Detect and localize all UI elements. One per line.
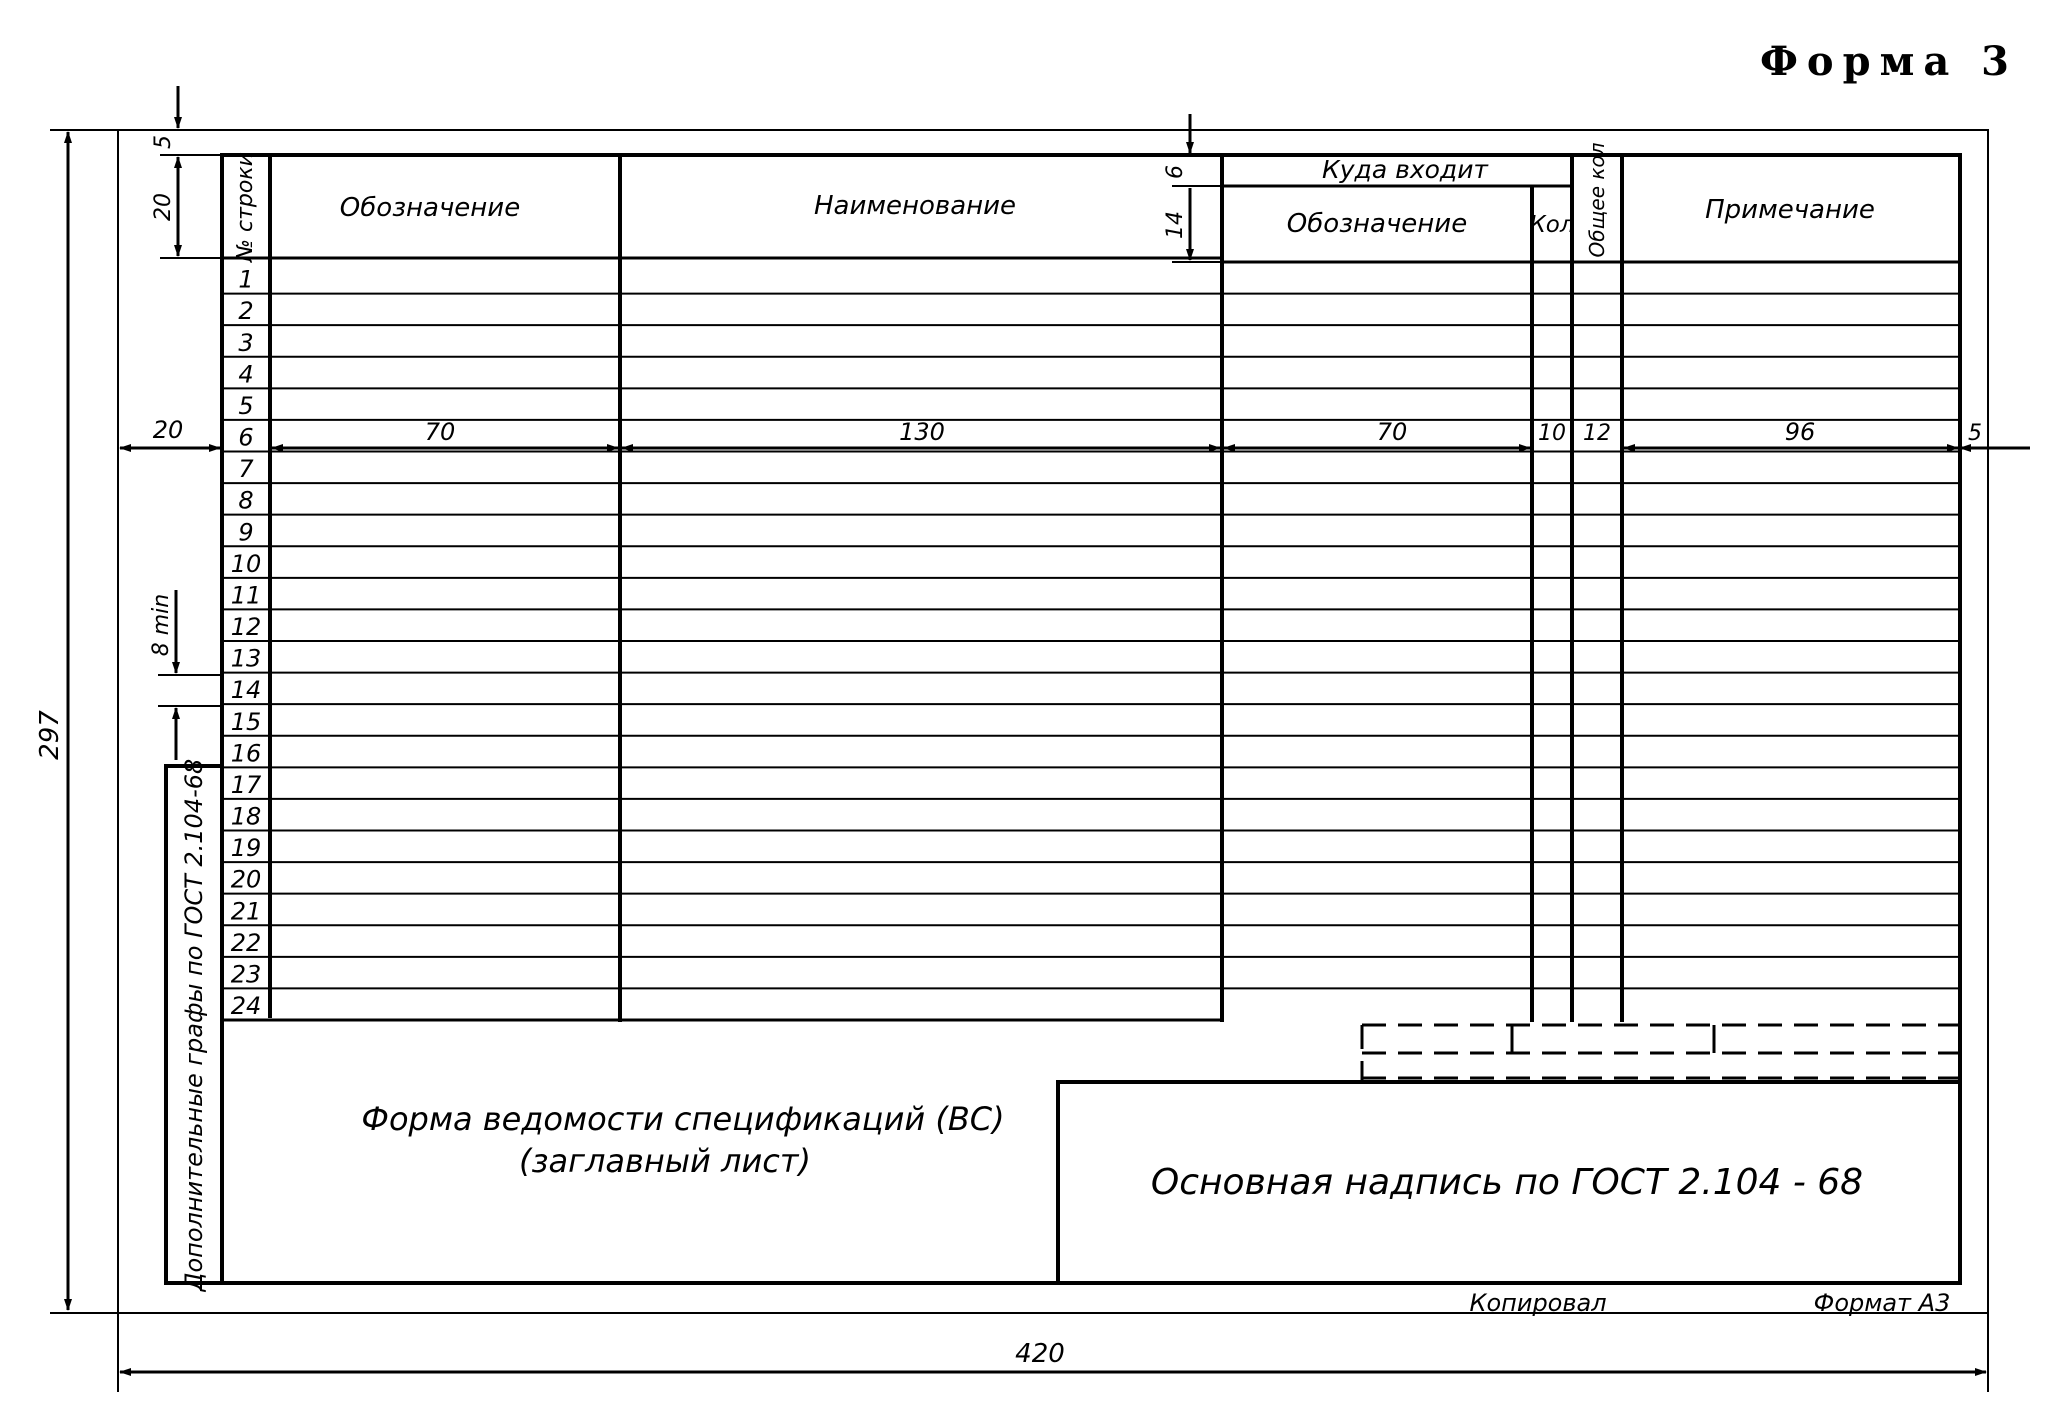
row-number: 14 xyxy=(230,676,262,705)
row-number: 13 xyxy=(230,644,262,673)
header-name: Наименование xyxy=(813,191,1017,221)
row-number: 3 xyxy=(238,328,254,357)
dashed-extension-lines xyxy=(1362,1025,1960,1080)
row-number: 11 xyxy=(230,581,262,610)
row-number: 6 xyxy=(238,423,254,452)
row-number: 8 xyxy=(238,486,254,515)
table-rows xyxy=(222,294,1960,989)
row-number: 19 xyxy=(230,834,262,863)
footer-copied: Копировал xyxy=(1469,1289,1607,1317)
header-where-designation: Обозначение xyxy=(1286,209,1468,239)
side-column-label: Дополнительные графы по ГОСТ 2.104-68 xyxy=(180,758,208,1292)
row-number: 22 xyxy=(230,928,262,957)
row-number: 17 xyxy=(230,770,262,799)
header-note: Примечание xyxy=(1705,195,1875,225)
dim-col-qty: 10 xyxy=(1538,421,1566,446)
row-number: 9 xyxy=(238,518,254,547)
dim-sub-header-height: 14 xyxy=(1163,211,1188,239)
dim-row-pitch: 8 min xyxy=(149,593,174,657)
row-number: 16 xyxy=(230,739,262,768)
row-number: 15 xyxy=(230,707,262,736)
dim-where-used-height: 6 xyxy=(1163,165,1188,179)
dim-col-note: 96 xyxy=(1784,418,1816,446)
header-designation: Обозначение xyxy=(339,193,521,223)
row-number: 21 xyxy=(230,897,262,926)
form-caption-line2: (заглавный лист) xyxy=(519,1142,811,1180)
dim-col-total-qty: 12 xyxy=(1583,421,1611,446)
header-qty: Кол xyxy=(1529,212,1575,238)
header-row-no: № строки xyxy=(233,152,258,262)
dim-col-designation: 70 xyxy=(424,418,456,446)
dim-col-where-designation: 70 xyxy=(1376,418,1408,446)
dim-col-name: 130 xyxy=(899,418,945,446)
form-caption-line1: Форма ведомости спецификаций (ВС) xyxy=(361,1100,1005,1138)
header-where-used: Куда входит xyxy=(1321,155,1489,184)
dim-top-margin: 5 xyxy=(151,135,176,149)
row-number: 7 xyxy=(238,455,254,484)
footer-format: Формат А3 xyxy=(1813,1289,1951,1317)
row-number: 5 xyxy=(238,391,254,420)
row-number: 10 xyxy=(230,549,262,578)
dim-header-height: 20 xyxy=(151,193,176,221)
row-number: 18 xyxy=(230,802,262,831)
row-number: 24 xyxy=(230,992,262,1020)
row-number: 1 xyxy=(238,265,254,294)
dim-right-margin: 5 xyxy=(1968,421,1982,446)
dim-sheet-width: 420 xyxy=(1015,1339,1065,1369)
dim-left-margin: 20 xyxy=(152,416,184,444)
row-number: 20 xyxy=(230,865,262,894)
row-numbers xyxy=(231,266,262,1020)
dim-sheet-height: 297 xyxy=(35,710,65,760)
title-block-label: Основная надпись по ГОСТ 2.104 - 68 xyxy=(1150,1162,1864,1203)
row-number: 12 xyxy=(230,613,262,641)
header-total-qty: Общее кол xyxy=(1585,142,1609,258)
form-label: Форма 3 xyxy=(1759,38,2018,85)
row-number: 23 xyxy=(230,960,262,989)
row-number: 4 xyxy=(238,360,254,389)
row-number: 2 xyxy=(238,297,254,326)
